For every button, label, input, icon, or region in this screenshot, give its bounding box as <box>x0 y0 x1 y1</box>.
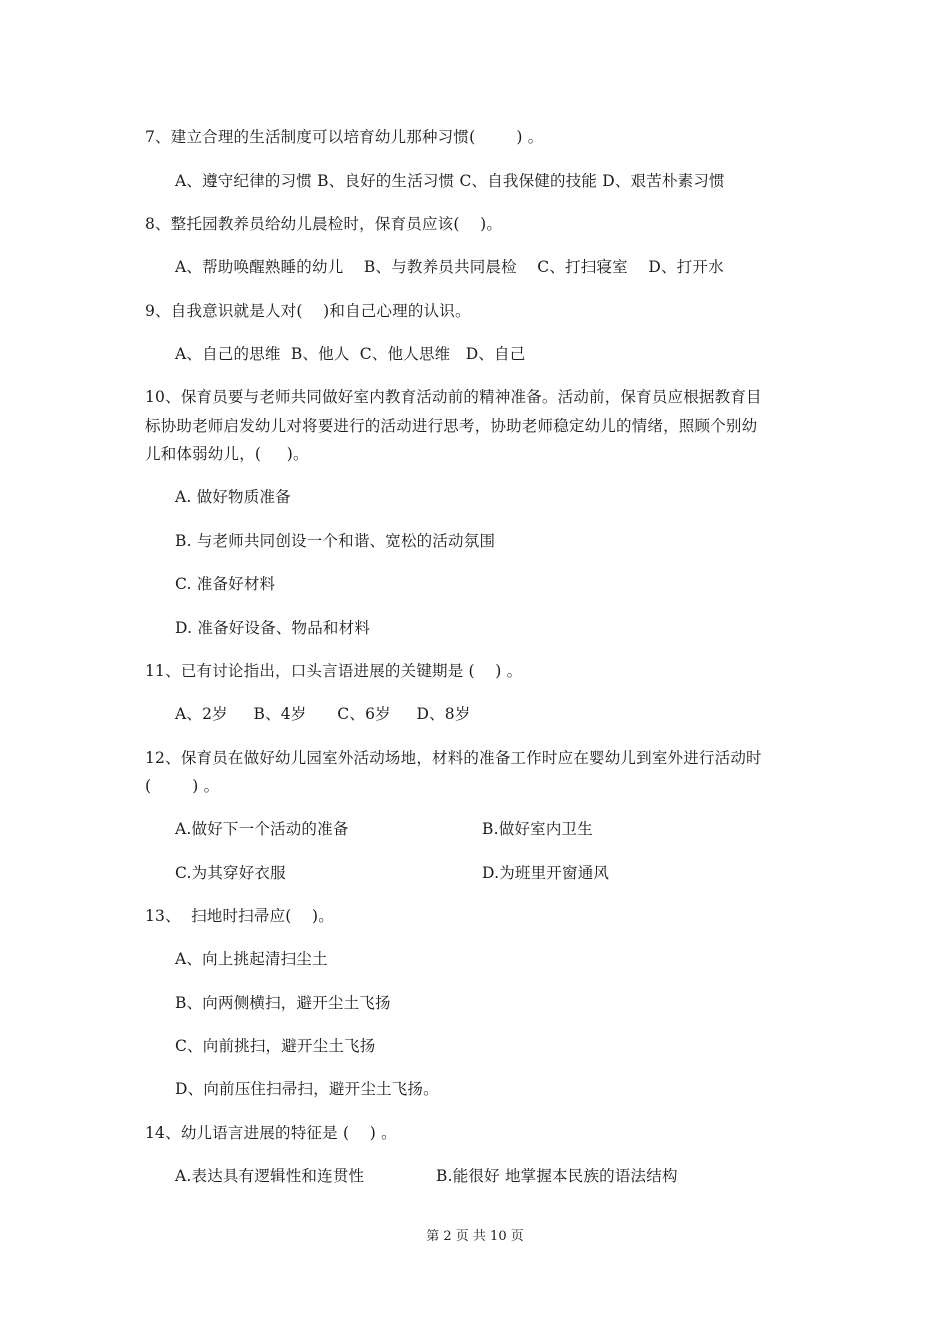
question-12-stem-line-2: ( ) 。 <box>145 777 220 795</box>
question-8-stem: 8、整托园教养员给幼儿晨检时，保育员应该( )。 <box>145 215 503 233</box>
question-11-options: A、2岁 B、4岁 C、6岁 D、8岁 <box>175 705 471 723</box>
question-10-option-a: A. 做好物质准备 <box>175 488 291 506</box>
question-10-stem-line-1: 10、保育员要与老师共同做好室内教育活动前的精神准备。活动前，保育员应根据教育目 <box>145 388 762 406</box>
question-11-stem: 11、已有讨论指出，口头言语进展的关键期是 ( ) 。 <box>145 662 523 680</box>
question-14-option-b: B.能很好 地掌握本民族的语法结构 <box>436 1167 678 1185</box>
question-13-option-b: B、向两侧横扫，避开尘土飞扬 <box>175 994 391 1012</box>
question-14-stem: 14、幼儿语言进展的特征是 ( ) 。 <box>145 1124 397 1142</box>
question-10-stem-line-2: 标协助老师启发幼儿对将要进行的活动进行思考，协助老师稳定幼儿的情绪，照顾个别幼 <box>145 417 758 435</box>
question-9-options: A、自己的思维 B、他人 C、他人思维 D、自己 <box>175 345 526 363</box>
question-10-option-b: B. 与老师共同创设一个和谐、宽松的活动氛围 <box>175 532 496 550</box>
question-14-option-a: A.表达具有逻辑性和连贯性 <box>175 1167 365 1185</box>
question-10-option-d: D. 准备好设备、物品和材料 <box>175 619 371 637</box>
question-12-stem-line-1: 12、保育员在做好幼儿园室外活动场地，材料的准备工作时应在婴幼儿到室外进行活动时 <box>145 749 762 767</box>
question-10-option-c: C. 准备好材料 <box>175 575 276 593</box>
question-13-option-c: C、向前挑扫，避开尘土飞扬 <box>175 1037 376 1055</box>
question-12-option-a: A.做好下一个活动的准备 <box>175 820 349 838</box>
question-13-option-d: D、向前压住扫帚扫，避开尘土飞扬。 <box>175 1080 439 1098</box>
question-12-option-d: D.为班里开窗通风 <box>482 864 610 882</box>
question-13-option-a: A、向上挑起清扫尘土 <box>175 950 328 968</box>
question-12-option-c: C.为其穿好衣服 <box>175 864 286 882</box>
question-9-stem: 9、自我意识就是人对( )和自己心理的认识。 <box>145 302 471 320</box>
question-10-stem-line-3: 儿和体弱幼儿，( )。 <box>145 445 309 463</box>
question-7-options: A、遵守纪律的习惯 B、良好的生活习惯 C、自我保健的技能 D、艰苦朴素习惯 <box>175 172 725 190</box>
question-8-options: A、帮助唤醒熟睡的幼儿 B、与教养员共同晨检 C、打扫寝室 D、打开水 <box>175 258 724 276</box>
question-12-option-b: B.做好室内卫生 <box>482 820 593 838</box>
question-7-stem: 7、建立合理的生活制度可以培育幼儿那种习惯( ) 。 <box>145 128 544 146</box>
page-number-footer: 第 2 页 共 10 页 <box>426 1229 524 1244</box>
question-13-stem: 13、 扫地时扫帚应( )。 <box>145 907 334 925</box>
